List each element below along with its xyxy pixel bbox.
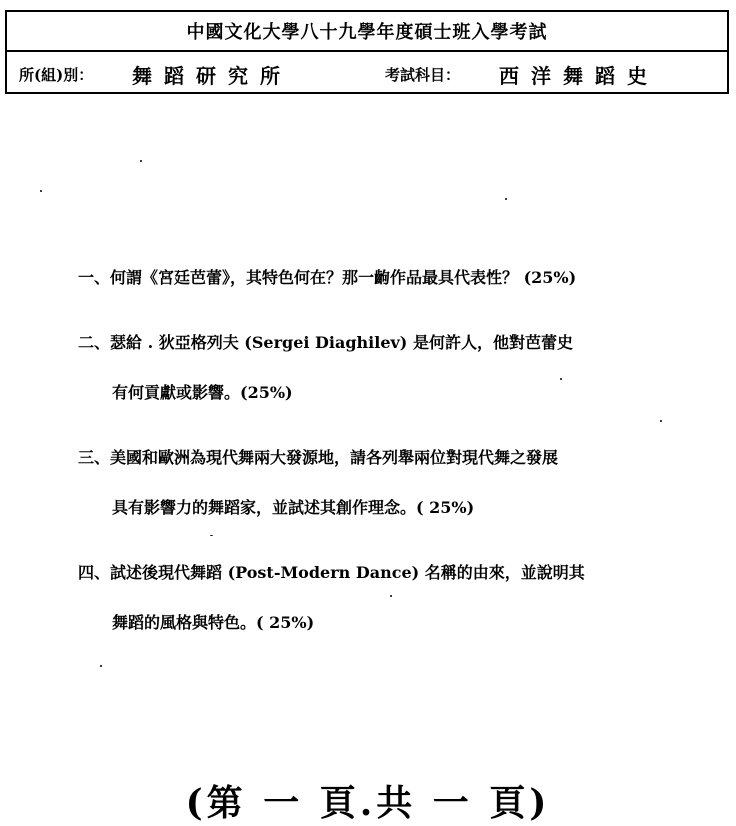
scan-speck bbox=[660, 420, 662, 422]
question-3-line-1: 三、美國和歐洲為現代舞兩大發源地，請各列舉兩位對現代舞之發展 bbox=[78, 448, 559, 467]
scan-speck bbox=[140, 160, 142, 162]
exam-info-row bbox=[7, 52, 727, 94]
subject-value: 西洋舞蹈史 bbox=[499, 64, 659, 88]
scan-speck bbox=[100, 665, 102, 667]
question-1: 一、何謂《宮廷芭蕾》，其特色何在？那一齣作品最具代表性？ (25%) bbox=[78, 268, 577, 287]
scan-speck bbox=[210, 535, 213, 536]
subject-label: 考試科目： bbox=[385, 66, 461, 84]
question-4-line-1: 四、試述後現代舞蹈 (Post-Modern Dance) 名稱的由來，並說明其 bbox=[78, 563, 585, 582]
question-4-line-2: 舞蹈的風格與特色。( 25%) bbox=[112, 613, 315, 632]
question-2-line-1: 二、瑟給 . 狄亞格列夫 (Sergei Diaghilev) 是何許人，他對芭蕾史 bbox=[78, 333, 573, 352]
exam-title: 中國文化大學八十九學年度碩士班入學考試 bbox=[7, 12, 727, 52]
question-3-line-2: 具有影響力的舞蹈家，並試述其創作理念。( 25%) bbox=[112, 498, 475, 517]
department-label: 所(組)別： bbox=[19, 66, 94, 84]
scan-speck bbox=[390, 595, 392, 597]
department-value: 舞蹈研究所 bbox=[132, 64, 292, 88]
page-number-footer: (第 一 頁.共 一 頁) bbox=[185, 782, 551, 824]
scan-speck bbox=[560, 378, 562, 380]
question-2-line-2: 有何貢獻或影響。(25%) bbox=[112, 383, 293, 402]
scan-speck bbox=[40, 190, 42, 192]
scan-speck bbox=[505, 198, 507, 200]
exam-header bbox=[5, 10, 729, 94]
